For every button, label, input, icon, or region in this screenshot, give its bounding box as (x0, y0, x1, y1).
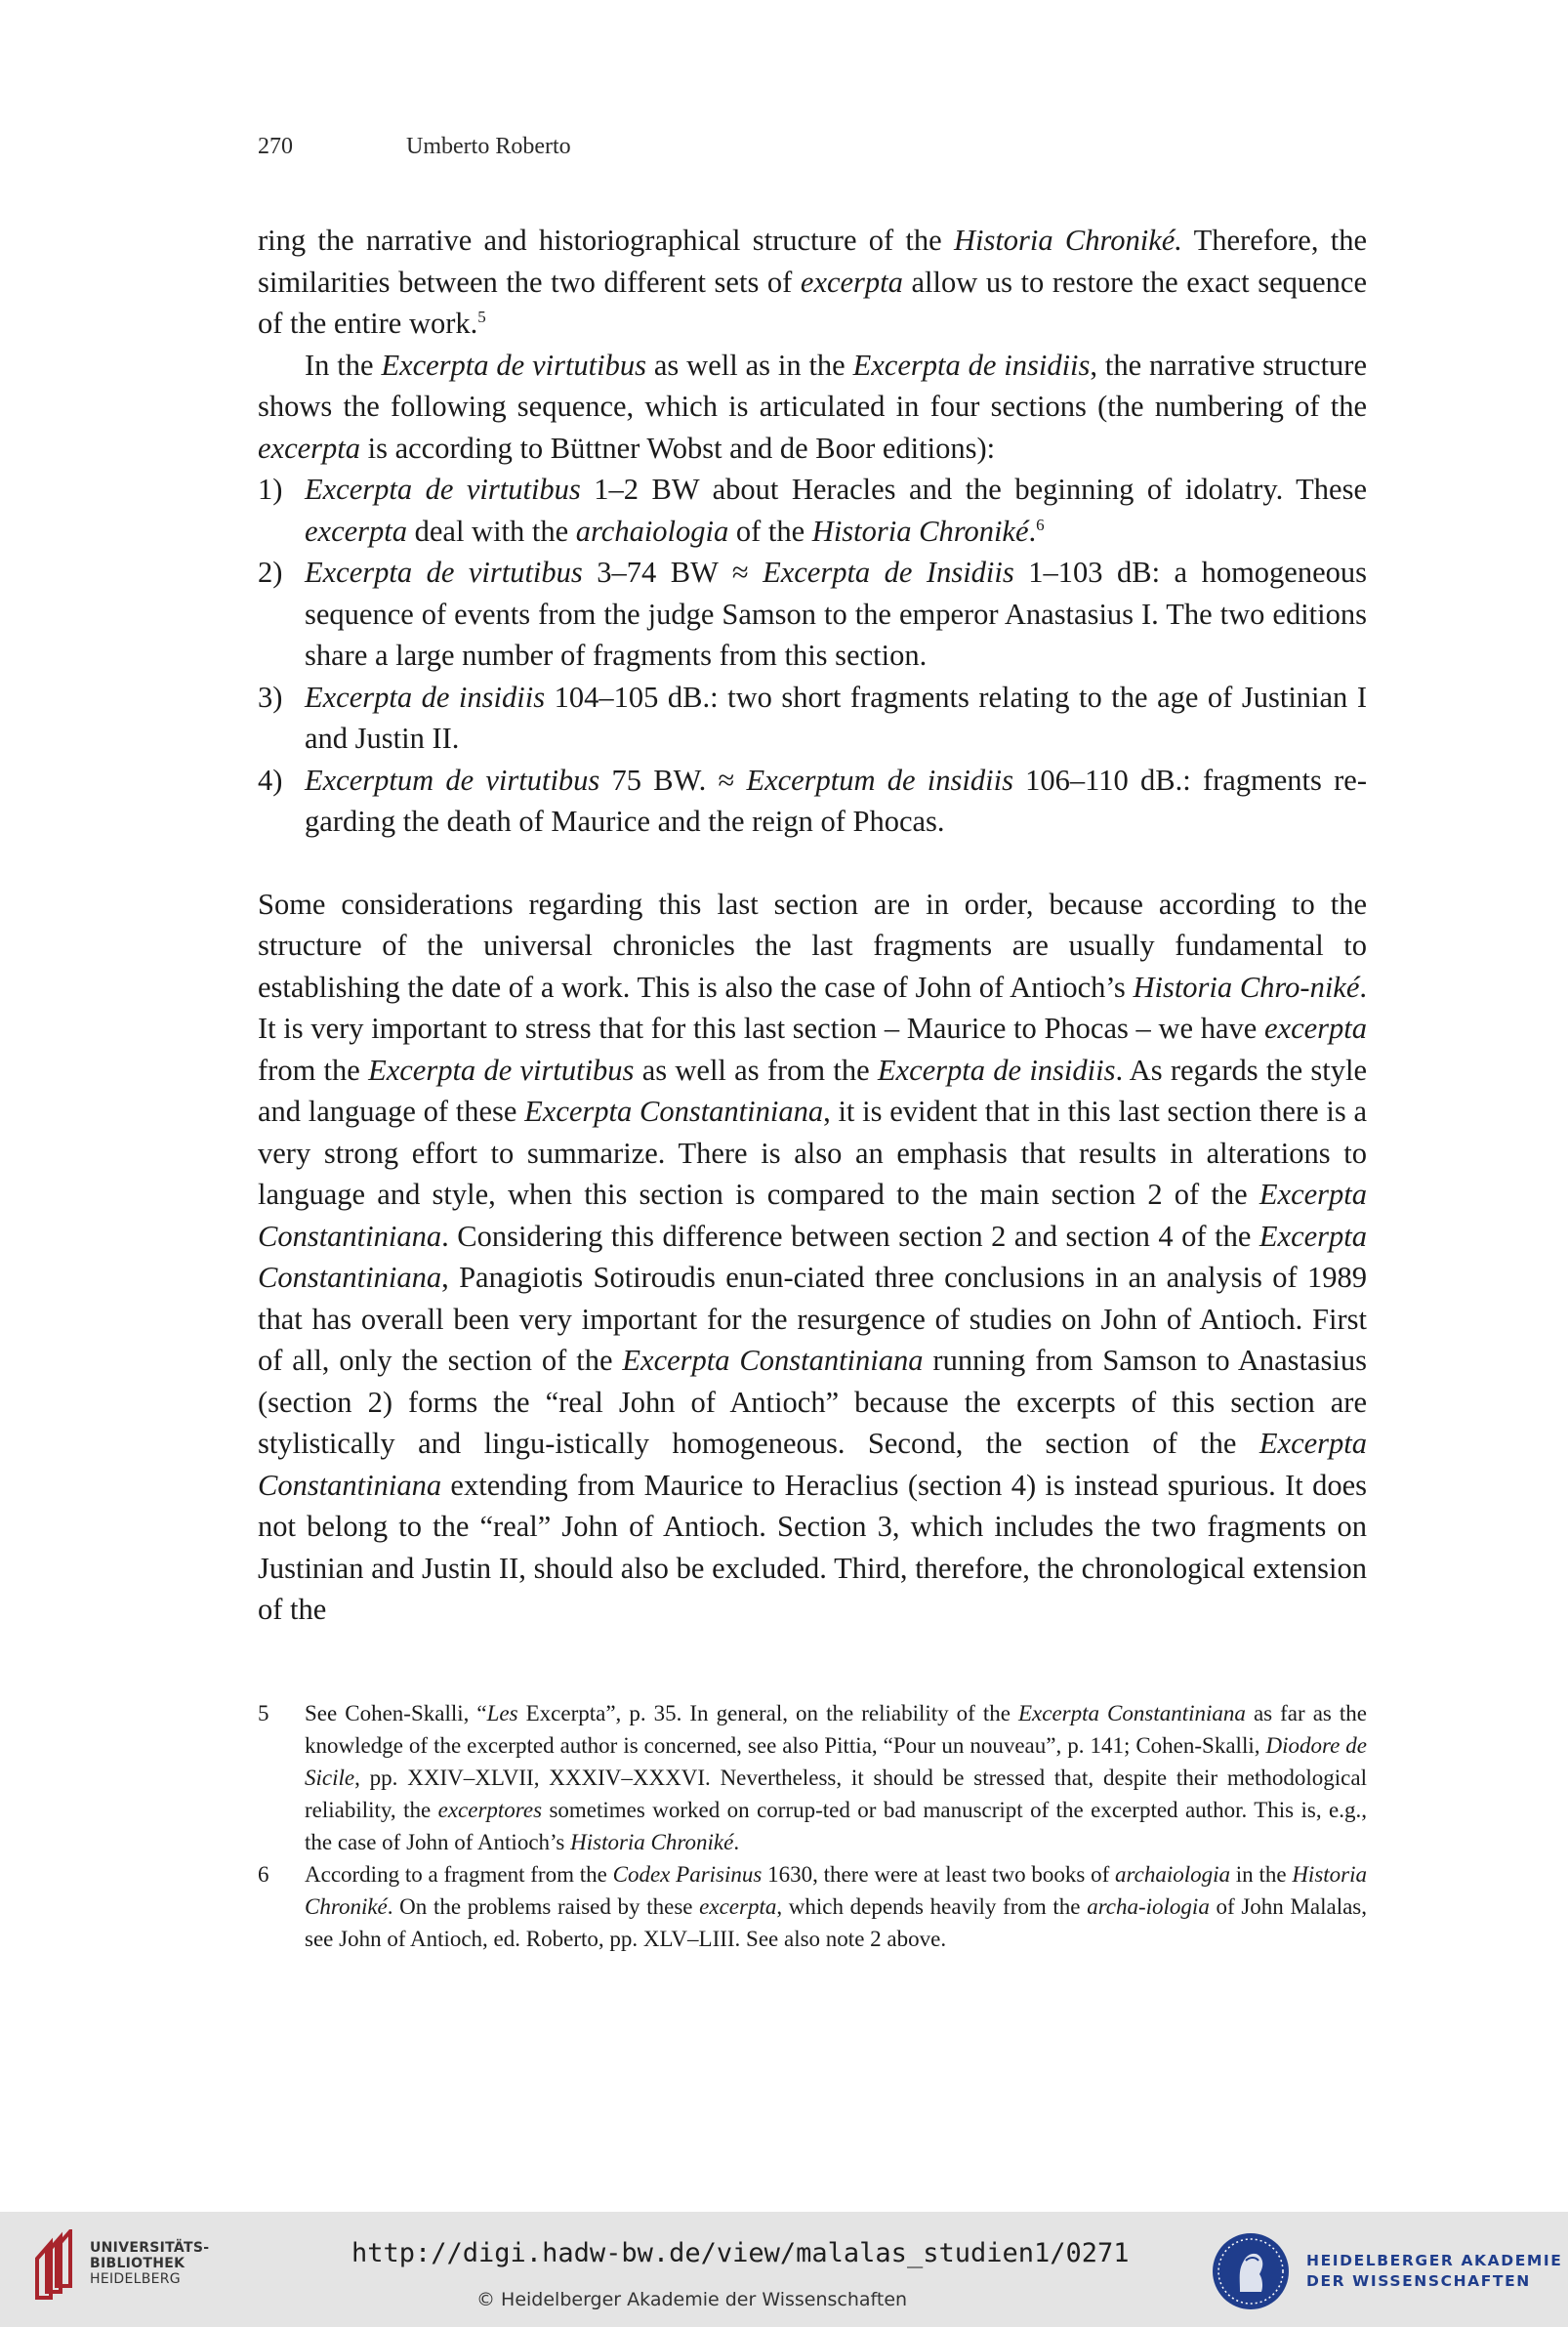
text-run: . (733, 1830, 740, 1854)
italic-run: Excerpta de insidiis (877, 1053, 1116, 1087)
text-run: of the (728, 514, 812, 548)
italic-run: Les (486, 1701, 518, 1725)
text-run: . As regards the style and language of these (258, 1053, 1367, 1128)
footnote-number: 5 (258, 1701, 269, 1725)
running-head-author: Umberto Roberto (406, 134, 571, 159)
text-run: 1–2 BW about Heracles and the beginning of idolatry. These (580, 473, 1367, 506)
ub-line-1: UNIVERSITÄTS- (90, 2240, 210, 2256)
italic-run: Excerpta de insidiis (305, 680, 546, 714)
text-run: as well as in the (646, 348, 853, 382)
italic-run: excerpta (800, 265, 903, 299)
text-run: . It is very important to stress that for this last section – Maurice to Phocas – we have (258, 970, 1367, 1045)
text-run: , Panagiotis Sotiroudis enun-ciated three conclusions in an analysis of 1989 that has overall been very important for the resurgence of studies on John of Antioch. First of all, only the section of the (258, 1261, 1367, 1377)
page-number: 270 (258, 134, 293, 159)
ub-line-2: BIBLIOTHEK (90, 2256, 186, 2271)
list-number: 2) (258, 556, 283, 589)
text-run: 75 BW. ≈ (599, 763, 747, 797)
footnote-ref-5[interactable]: 5 (477, 307, 486, 326)
list-number: 1) (258, 473, 283, 506)
text-run: . Considering this difference between section 2 and section 4 of the (441, 1219, 1259, 1253)
italic-run: Excerpta Constantiniana (258, 1219, 1367, 1294)
academy-seal-icon (1211, 2231, 1291, 2311)
footnotes (258, 1697, 1367, 1955)
main-text (258, 220, 1367, 1631)
italic-run: archa-iologia (1087, 1894, 1210, 1919)
text-run: . (1028, 514, 1037, 548)
paragraph-3 (258, 884, 1367, 1631)
text-run: , which depends heavily from the (776, 1894, 1088, 1919)
text-run: sometimes worked on corrup-ted or bad manuscript of the excerpted author. This is, e.g., the case of John of Antioch’s (305, 1798, 1367, 1854)
italic-run: excerpta (1264, 1012, 1367, 1045)
italic-run: Excerptum de virtutibus (305, 763, 600, 797)
italic-run: Codex Parisinus (612, 1862, 763, 1887)
text-run: as far as the knowledge of the excerpted author is concerned, see also Pittia, “Pour un nouveau”, p. 141; Cohen-Skalli, (305, 1701, 1367, 1758)
text-run: 106–110 dB.: fragments re-garding the death of Maurice and the reign of Phocas. (305, 763, 1367, 838)
text-run: running from Samson to Anastasius (section 2) forms the “real John of Antioch” because the excerpts of this section are stylistically and lingu-istically homogeneous. Second, the section of the (258, 1344, 1367, 1460)
italic-run: Excerpta Constantiniana (258, 1178, 1367, 1253)
text-run: 104–105 dB.: two short fragments relating to the age of Justinian I and Justin II. (305, 680, 1367, 755)
text-run: 1630, there were at least two books of (762, 1862, 1116, 1887)
academy-line-1: HEIDELBERGER AKADEMIE (1306, 2252, 1563, 2269)
section-list (258, 469, 1367, 843)
italic-run: Excerpta de virtutibus (368, 1053, 635, 1087)
italic-run: Historia Chroniké (811, 514, 1029, 548)
academy-logo-text (1306, 2251, 1562, 2292)
list-item (258, 469, 1367, 552)
italic-run: Excerpta de virtutibus (305, 556, 583, 589)
italic-run: Diodore de Sicile (305, 1733, 1368, 1790)
text-run: deal with the (407, 514, 576, 548)
text-run: from the (258, 1053, 369, 1087)
footnote-ref-6[interactable]: 6 (1036, 515, 1045, 534)
italic-run: Excerpta Constantiniana (258, 1427, 1367, 1502)
italic-run: Excerptum de insidiis (746, 763, 1013, 797)
footnote-6 (258, 1858, 1367, 1955)
text-run: Excerpta”, p. 35. In general, on the reliability of the (517, 1701, 1018, 1725)
text-run: . On the problems raised by these (387, 1894, 700, 1919)
text-run: According to a fragment from the (305, 1862, 613, 1887)
italic-run: archaiologia (1115, 1862, 1231, 1887)
text-run: 3–74 BW ≈ (582, 556, 763, 589)
italic-run: Excerpta de virtutibus (381, 348, 646, 382)
text-run: , the narrative structure shows the following sequence, which is articulated in four sections (the numbering of the (258, 348, 1368, 423)
italic-run: Historia Chro-niké (1133, 970, 1360, 1004)
text-run: 1–103 dB: a homogeneous sequence of events from the judge Samson to the emperor Anastasius I. The two editions share a large number of fragments from this section. (305, 556, 1368, 672)
paragraph-2 (258, 345, 1367, 470)
paragraph-gap (258, 843, 1367, 884)
italic-run: Excerpta de Insidiis (763, 556, 1014, 589)
italic-run: Historia Chroniké. (953, 224, 1182, 257)
italic-run: excerptores (437, 1798, 543, 1822)
italic-run: excerpta (258, 431, 360, 465)
list-item (258, 552, 1367, 677)
footer-url-link[interactable]: http://digi.hadw-bw.de/view/malalas_studien1/0271 (351, 2238, 1130, 2268)
footnote-5 (258, 1697, 1367, 1858)
list-number: 4) (258, 763, 283, 797)
text-run: Some considerations regarding this last section are in order, because according to the structure of the universal chronicles the last fragments are usually fundamental to establishing the date of a work. This is also the case of John of Antioch’s (258, 887, 1367, 1004)
italic-run: Excerpta de insidiis (852, 348, 1091, 382)
footer-bar (0, 2212, 1568, 2327)
text-run: Therefore, the similarities between the two different sets of (258, 224, 1367, 299)
footnote-number: 6 (258, 1862, 269, 1887)
text-run: is according to Büttner Wobst and de Boor editions): (360, 431, 996, 465)
text-run: In the (305, 348, 382, 382)
ub-logo-text (90, 2240, 209, 2287)
ub-line-3: HEIDELBERG (90, 2271, 181, 2287)
italic-run: Excerpta Constantiniana (1018, 1701, 1246, 1725)
italic-run: archaiologia (575, 514, 729, 548)
italic-run: excerpta (305, 514, 407, 548)
italic-run: Historia Chroniké (570, 1830, 734, 1854)
italic-run: Excerpta Constantiniana (622, 1344, 924, 1377)
list-item (258, 677, 1367, 760)
text-run: of John Malalas, see John of Antioch, ed. Roberto, pp. XLV–LIII. See also note 2 above. (305, 1894, 1367, 1951)
italic-run: Excerpta Constantiniana (524, 1095, 824, 1128)
paragraph-1 (258, 220, 1367, 345)
italic-run: excerpta (699, 1894, 777, 1919)
text-run: , pp. XXIV–XLVII, XXXIV–XXXVI. Nevertheless, it should be stressed that, despite their methodological reliability, the (305, 1766, 1367, 1822)
academy-line-2: DER WISSENSCHAFTEN (1306, 2272, 1531, 2290)
list-item (258, 760, 1367, 843)
text-run: allow us to restore the exact sequence of the entire work. (258, 265, 1367, 340)
text-run: extending from Maurice to Heraclius (section 4) is instead spurious. It does not belong to the “real” John of Antioch. Section 3, which includes the two fragments on Justinian and Justin II, should also be excluded. Third, therefore, the chronological extension of the (258, 1468, 1367, 1626)
text-run: in the (1230, 1862, 1293, 1887)
list-number: 3) (258, 680, 283, 714)
text-run: ring the narrative and historiographical structure of the (258, 224, 954, 257)
running-header (258, 134, 571, 160)
italic-run: Historia Chroniké (305, 1862, 1367, 1919)
text-run: , it is evident that in this last section there is a very strong effort to summarize. There is also an emphasis that results in alterations to language and style, when this section is compared to the main section 2 of the (258, 1095, 1368, 1211)
italic-run: Excerpta de virtutibus (305, 473, 581, 506)
text-run: See Cohen-Skalli, “ (305, 1701, 487, 1725)
text-run: as well as from the (634, 1053, 878, 1087)
footer-copyright: © Heidelberger Akademie der Wissenschaften (476, 2289, 908, 2310)
